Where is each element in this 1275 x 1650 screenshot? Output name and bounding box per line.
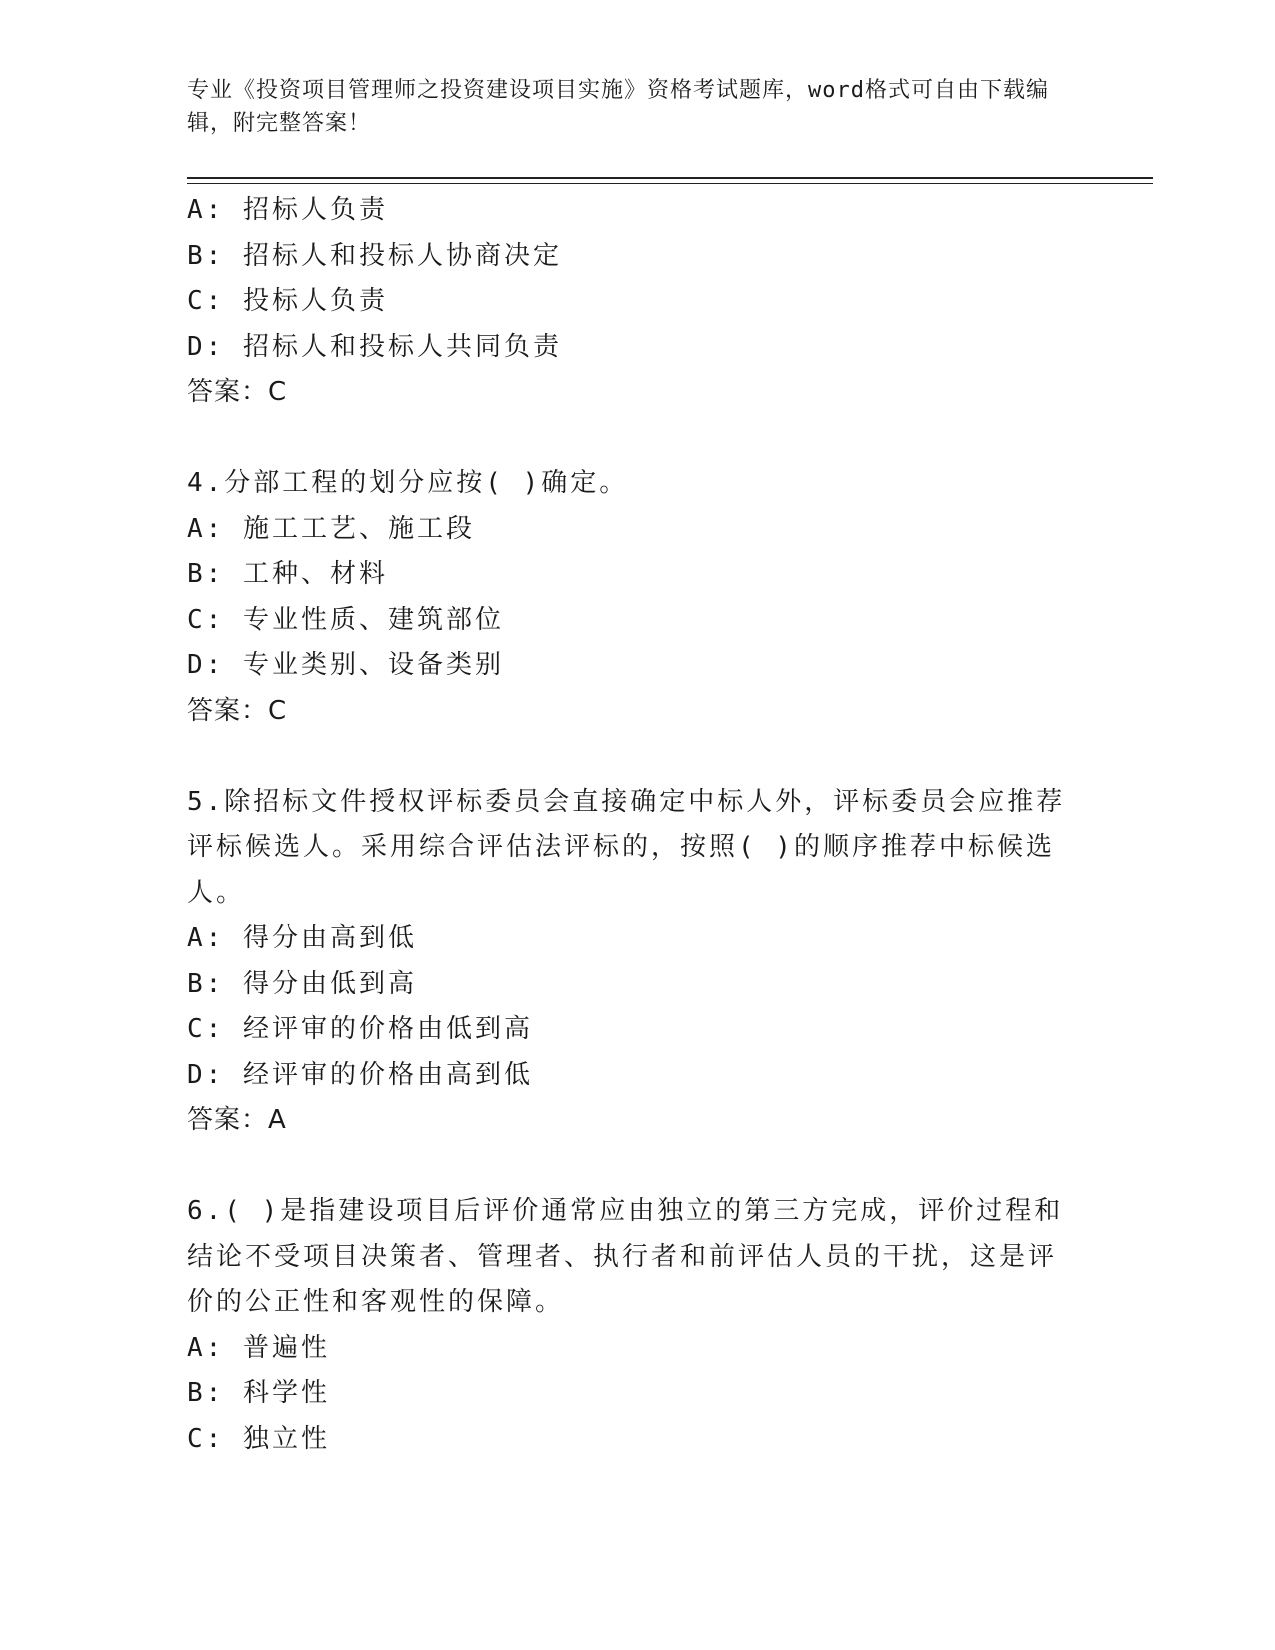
option-b: B: 得分由低到高 (187, 968, 417, 999)
question-stem: 5.除招标文件授权评标委员会直接确定中标人外，评标委员会应推荐评标候选人。采用综合评估法评标的，按照( )的顺序推荐中标候选人。 (187, 786, 1066, 908)
option-a: A: 得分由高到低 (187, 923, 417, 953)
option-b: B: 科学性 (187, 1378, 330, 1408)
option-a: A: 招标人负责 (187, 195, 388, 225)
answer: 答案：C (187, 695, 288, 726)
option-c: C: 投标人负责 (187, 286, 388, 316)
question-3-continued (187, 188, 1067, 416)
option-b: B: 工种、材料 (187, 559, 388, 589)
question-6 (187, 1189, 1067, 1462)
question-list (187, 188, 1067, 1462)
option-c: C: 经评审的价格由低到高 (187, 1014, 533, 1044)
option-d: D: 专业类别、设备类别 (187, 650, 504, 680)
option-b: B: 招标人和投标人协商决定 (187, 240, 562, 271)
header-divider-thick (187, 177, 1153, 179)
option-c: C: 专业性质、建筑部位 (187, 604, 504, 635)
option-a: A: 施工工艺、施工段 (187, 513, 475, 544)
option-d: D: 经评审的价格由高到低 (187, 1059, 533, 1090)
document-page (187, 0, 1153, 1650)
document-header: 专业《投资项目管理师之投资建设项目实施》资格考试题库，word格式可自由下载编辑，附完整答案！ (187, 78, 1049, 136)
question-4 (187, 461, 1067, 734)
option-d: D: 招标人和投标人共同负责 (187, 331, 562, 362)
question-5 (187, 780, 1067, 1144)
option-a: A: 普遍性 (187, 1332, 330, 1363)
header-divider-thin (187, 183, 1153, 184)
option-c: C: 独立性 (187, 1423, 330, 1454)
answer: 答案：C (187, 377, 288, 407)
answer: 答案：A (187, 1105, 287, 1135)
question-stem: 6.( )是指建设项目后评价通常应由独立的第三方完成，评价过程和结论不受项目决策者、管理者、执行者和前评估人员的干扰，这是评价的公正性和客观性的保障。 (187, 1196, 1064, 1317)
question-stem: 4.分部工程的划分应按( )确定。 (187, 468, 629, 498)
